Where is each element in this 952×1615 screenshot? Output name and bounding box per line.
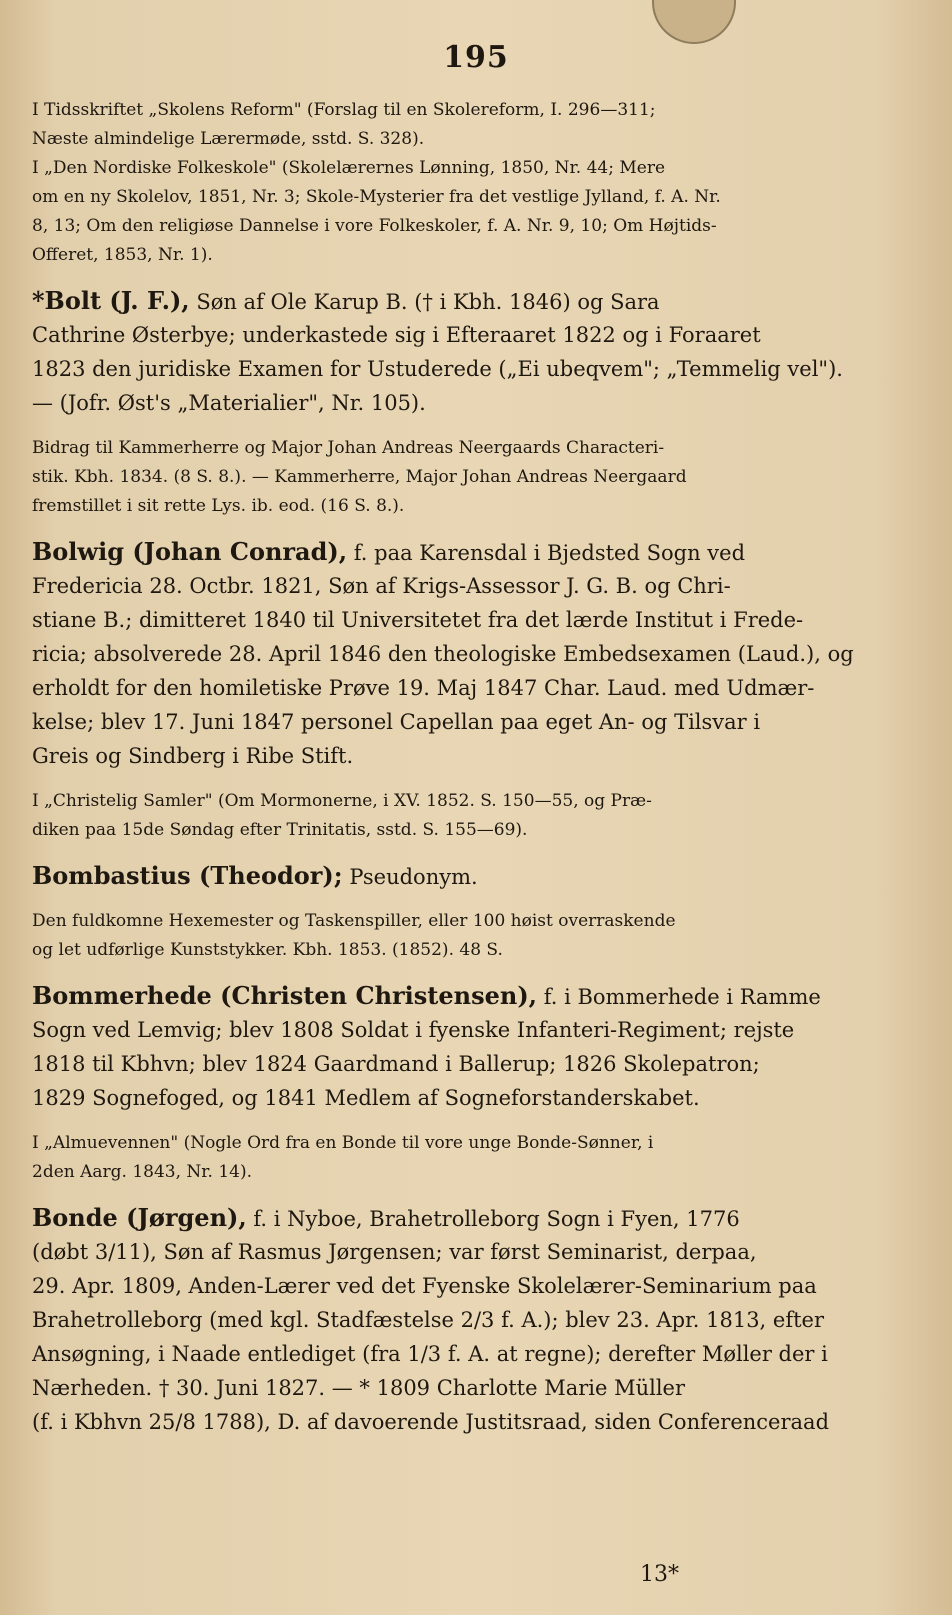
text-line: kelse; blev 17. Juni 1847 personel Capellan paa eget An- og Tilsvar i — [32, 710, 761, 734]
entry-note — [32, 907, 920, 965]
headword: Bommerhede (Christen Christensen), — [32, 981, 538, 1010]
text-line: stiane B.; dimitteret 1840 til Universitetet fra det lærde Institut i Frede- — [32, 608, 804, 632]
entry-main — [32, 1201, 920, 1439]
text-line: Cathrine Østerbye; underkastede sig i Efteraaret 1822 og i Foraaret — [32, 323, 761, 347]
entry-first-line — [32, 979, 920, 1013]
text-line: 29. Apr. 1809, Anden-Lærer ved det Fyenske Skolelærer-Seminarium paa — [32, 1274, 817, 1298]
text-line: Greis og Sindberg i Ribe Stift. — [32, 744, 354, 768]
headword: Bolwig (Johan Conrad), — [32, 537, 348, 566]
entry-note — [32, 1129, 920, 1187]
text-line: 1818 til Kbhvn; blev 1824 Gaardmand i Ballerup; 1826 Skolepatron; — [32, 1052, 760, 1076]
text-line: Fredericia 28. Octbr. 1821, Søn af Krigs-Assessor J. G. B. og Chri- — [32, 574, 731, 598]
entry-main — [32, 284, 920, 420]
entry-main — [32, 979, 920, 1115]
text-line: om en ny Skolelov, 1851, Nr. 3; Skole-Mysterier fra det vestlige Jylland, f. A. Nr. — [32, 187, 721, 207]
text-line: 1823 den juridiske Examen for Ustuderede („Ei ubeqvem"; „Temmelig vel"). — [32, 357, 843, 381]
text-line: Offeret, 1853, Nr. 1). — [32, 245, 213, 265]
text-line: ricia; absolverede 28. April 1846 den theologiske Embedsexamen (Laud.), og — [32, 642, 854, 666]
text-line: I Tidsskriftet „Skolens Reform" (Forslag til en Skolereform, I. 296—311; — [32, 100, 656, 120]
entry-first-line — [32, 284, 920, 318]
text-line: (f. i Kbhvn 25/8 1788), D. af davoerende Justitsraad, siden Conferenceraad — [32, 1410, 830, 1434]
entry-first-line-text: f. i Nyboe, Brahetrolleborg Sogn i Fyen, 1776 — [246, 1207, 740, 1231]
text-line: 2den Aarg. 1843, Nr. 14). — [32, 1162, 253, 1182]
text-line: fremstillet i sit rette Lys. ib. eod. (16 S. 8.). — [32, 496, 405, 516]
entry-note — [32, 434, 920, 521]
page-body — [32, 96, 920, 1453]
text-line: Næste almindelige Lærermøde, sstd. S. 328). — [32, 129, 425, 149]
text-line: 1829 Sognefoged, og 1841 Medlem af Sogneforstanderskabet. — [32, 1086, 700, 1110]
text-line: Sogn ved Lemvig; blev 1808 Soldat i fyenske Infanteri-Regiment; rejste — [32, 1018, 795, 1042]
text-line: (døbt 3/11), Søn af Rasmus Jørgensen; var først Seminarist, derpaa, — [32, 1240, 757, 1264]
text-line: og let udførlige Kunststykker. Kbh. 1853. (1852). 48 S. — [32, 940, 503, 960]
entry-first-line-text: Pseudonym. — [342, 865, 478, 889]
text-line: 8, 13; Om den religiøse Dannelse i vore Folkeskoler, f. A. Nr. 9, 10; Om Højtids- — [32, 216, 717, 236]
headword: *Bolt (J. F.), — [32, 286, 190, 315]
entry-first-line-text: Søn af Ole Karup B. († i Kbh. 1846) og Sara — [189, 290, 660, 314]
page-number: 195 — [443, 40, 509, 75]
text-line: stik. Kbh. 1834. (8 S. 8.). — Kammerherre, Major Johan Andreas Neergaard — [32, 467, 687, 487]
entry-main — [32, 859, 920, 893]
text-line: I „Christelig Samler" (Om Mormonerne, i XV. 1852. S. 150—55, og Præ- — [32, 791, 652, 811]
text-line: Nærheden. † 30. Juni 1827. — * 1809 Charlotte Marie Müller — [32, 1376, 686, 1400]
entry-note — [32, 787, 920, 845]
text-line: I „Almuevennen" (Nogle Ord fra en Bonde til vore unge Bonde-Sønner, i — [32, 1133, 654, 1153]
headword: Bombastius (Theodor); — [32, 861, 343, 890]
thumb-shadow — [652, 0, 736, 44]
text-line: Bidrag til Kammerherre og Major Johan Andreas Neergaards Characteri- — [32, 438, 665, 458]
entry-first-line-text: f. paa Karensdal i Bjedsted Sogn ved — [347, 541, 746, 565]
entry-main — [32, 535, 920, 773]
text-line: Den fuldkomne Hexemester og Taskenspiller, eller 100 høist overraskende — [32, 911, 676, 931]
text-line: — (Jofr. Øst's „Materialier", Nr. 105). — [32, 391, 426, 415]
entry-first-line — [32, 535, 920, 569]
text-line: erholdt for den homiletiske Prøve 19. Maj 1847 Char. Laud. med Udmær- — [32, 676, 815, 700]
headword: Bonde (Jørgen), — [32, 1203, 247, 1232]
entry-first-line-text: f. i Bommerhede i Ramme — [537, 985, 821, 1009]
signature-mark: 13* — [640, 1562, 679, 1587]
text-line: Brahetrolleborg (med kgl. Stadfæstelse 2/3 f. A.); blev 23. Apr. 1813, efter — [32, 1308, 825, 1332]
text-line: Ansøgning, i Naade entlediget (fra 1/3 f. A. at regne); derefter Møller der i — [32, 1342, 828, 1366]
text-line: diken paa 15de Søndag efter Trinitatis, sstd. S. 155—69). — [32, 820, 528, 840]
entry-note — [32, 96, 920, 270]
text-line: I „Den Nordiske Folkeskole" (Skolelærernes Lønning, 1850, Nr. 44; Mere — [32, 158, 666, 178]
entry-first-line — [32, 859, 920, 893]
entry-first-line — [32, 1201, 920, 1235]
